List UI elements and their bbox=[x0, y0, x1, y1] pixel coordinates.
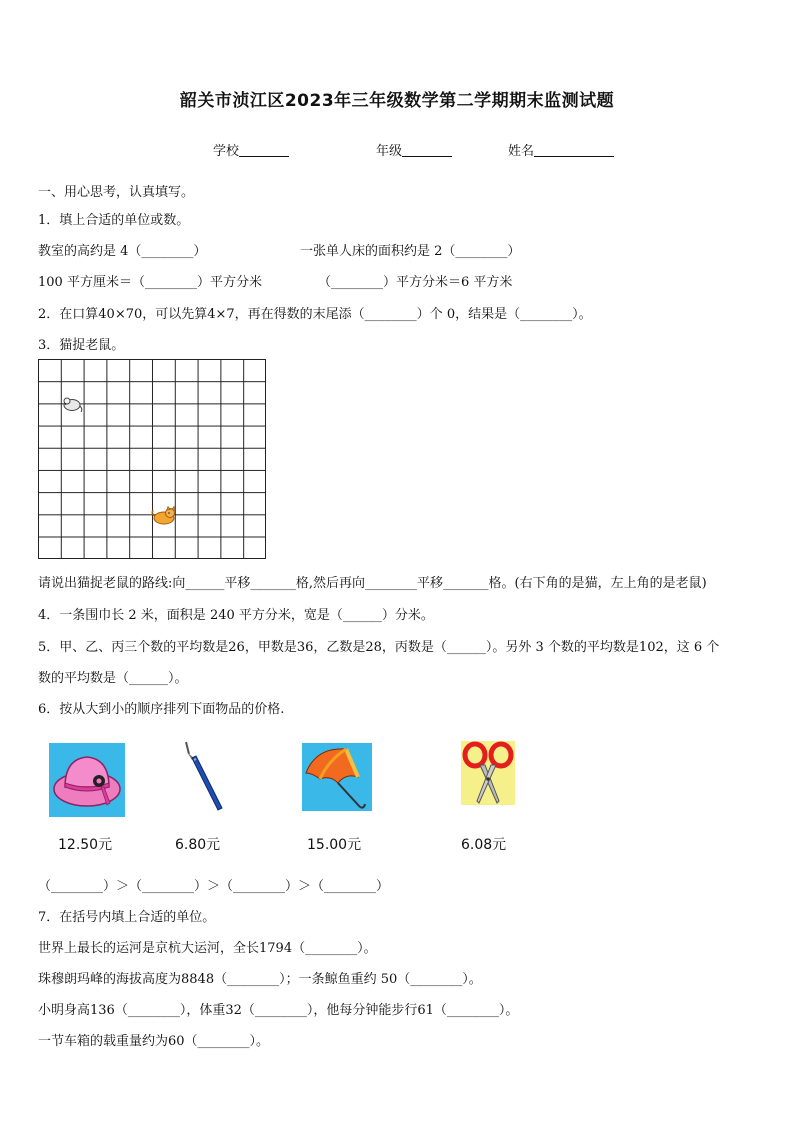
q1-a: 教室的高约是 4（________） bbox=[38, 244, 207, 259]
q1-c: 100 平方厘米＝（________）平方分米 bbox=[38, 275, 262, 290]
q1-b: 一张单人床的面积约是 2（________） bbox=[300, 244, 521, 259]
grade-blank[interactable] bbox=[402, 143, 452, 157]
q7-d: 一节车箱的载重量约为60（________）。 bbox=[38, 1034, 270, 1049]
mouse-icon bbox=[61, 395, 83, 413]
q3-text: 请说出猫捉老鼠的路线:向______平移_______格,然后再向________平移_______格。(右下角的是猫，左上角的是老鼠) bbox=[38, 576, 707, 591]
cat-mouse-grid bbox=[38, 359, 266, 559]
q3-title: 3．猫捉老鼠。 bbox=[38, 338, 125, 353]
page-title: 韶关市浈江区2023年三年级数学第二学期期末监测试题 bbox=[179, 91, 615, 111]
name-field[interactable] bbox=[508, 140, 614, 159]
q5-line2: 数的平均数是（______）。 bbox=[38, 671, 188, 686]
price-pen: 6.80元 bbox=[175, 837, 221, 853]
price-umbrella: 15.00元 bbox=[307, 837, 362, 853]
name-label: 姓名 bbox=[508, 144, 535, 159]
q1-d: （________）平方分米＝6 平方米 bbox=[318, 275, 513, 290]
pen-picture bbox=[180, 740, 226, 814]
school-blank[interactable] bbox=[239, 143, 289, 157]
q2-text: 2．在口算40×70，可以先算4×7，再在得数的末尾添（________）个 0，结果是（________）。 bbox=[38, 307, 592, 322]
q6-answer: （________）＞（________）＞（________）＞（________） bbox=[38, 879, 390, 894]
q7-title: 7．在括号内填上合适的单位。 bbox=[38, 910, 216, 925]
q7-b: 珠穆朗玛峰的海拔高度为8848（________）；一条鲸鱼重约 50（________）。 bbox=[38, 972, 482, 987]
name-blank[interactable] bbox=[534, 143, 614, 157]
umbrella-picture bbox=[302, 743, 372, 811]
q1-title: 1．填上合适的单位或数。 bbox=[38, 213, 190, 228]
grade-label: 年级 bbox=[376, 144, 403, 159]
q7-c: 小明身高136（________），体重32（________），他每分钟能步行61（________）。 bbox=[38, 1003, 519, 1018]
q7-a: 世界上最长的运河是京杭大运河，全长1794（________）。 bbox=[38, 941, 377, 956]
hat-picture bbox=[49, 743, 125, 817]
scissors-picture bbox=[461, 741, 515, 805]
price-scissors: 6.08元 bbox=[461, 837, 507, 853]
section-heading: 一、用心思考，认真填写。 bbox=[38, 185, 195, 200]
grade-field[interactable] bbox=[376, 140, 452, 159]
q4-text: 4．一条围巾长 2 米，面积是 240 平方分米，宽是（______）分米。 bbox=[38, 608, 434, 623]
cat-icon bbox=[151, 506, 177, 526]
school-label: 学校 bbox=[213, 144, 240, 159]
school-field[interactable] bbox=[213, 140, 289, 159]
price-hat: 12.50元 bbox=[58, 837, 113, 853]
q5-line1: 5．甲、乙、丙三个数的平均数是26，甲数是36，乙数是28，丙数是（______）。另外 3 个数的平均数是102，这 6 个 bbox=[38, 640, 720, 655]
q6-title: 6．按从大到小的顺序排列下面物品的价格. bbox=[38, 702, 285, 717]
